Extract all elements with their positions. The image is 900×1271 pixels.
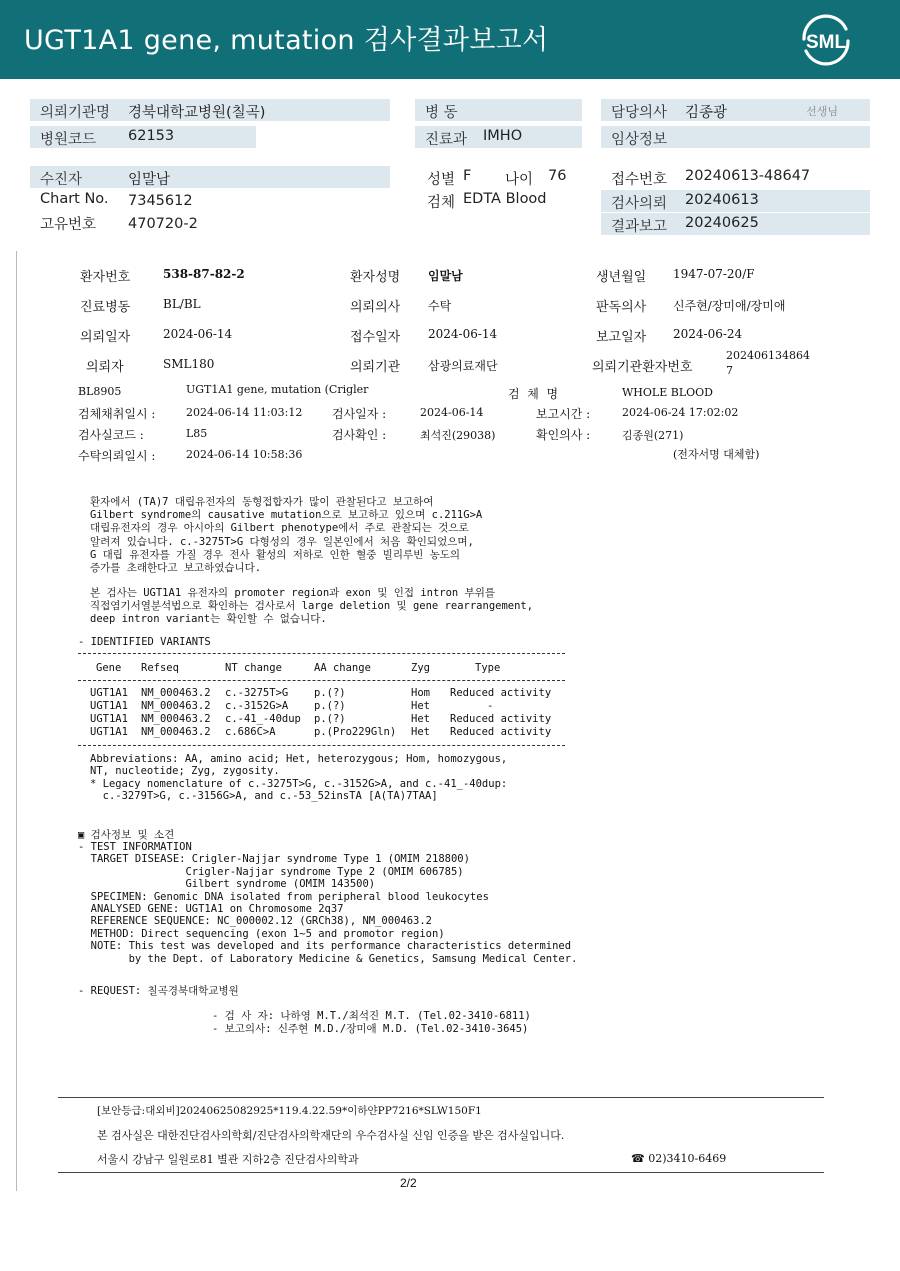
grid-label: 환자성명 xyxy=(350,270,401,285)
report-time-label: 보고시간 : xyxy=(536,407,591,421)
info-line: ▣ 검사정보 및 소견 xyxy=(78,829,175,841)
e-signature-note: (전자서명 대체함) xyxy=(673,448,760,461)
grid-label: 보고일자 xyxy=(596,330,647,345)
document-border xyxy=(16,251,17,1191)
info-line: ANALYSED GENE: UGT1A1 on Chromosome 2q37 xyxy=(78,903,344,915)
grid-value: 신주현/장미애/장미애 xyxy=(673,299,786,313)
lab-code-label: 검사실코드 : xyxy=(78,428,144,442)
request-date-row xyxy=(601,190,870,212)
grid-label: 의뢰자 xyxy=(86,360,124,375)
variant-cell: p.(Pro229Gln) xyxy=(314,726,397,738)
receipt-no-label: 접수번호 xyxy=(611,172,668,188)
variant-cell: Reduced activity xyxy=(450,687,552,699)
info-line: - TEST INFORMATION xyxy=(78,841,192,853)
department-label: 진료과 xyxy=(425,132,468,148)
institution-value: 경북대학교병원(칠곡) xyxy=(128,105,266,121)
report-date-row xyxy=(601,213,870,235)
abbreviation-line: c.-3279T>G, c.-3156G>A, and c.-53_52insTA [A(TA)7TAA] xyxy=(90,789,438,802)
grid-label: 생년월일 xyxy=(596,270,647,285)
variant-cell: UGT1A1 xyxy=(90,726,128,738)
column-header: Zyg xyxy=(411,662,430,674)
grid-label: 의뢰기관 xyxy=(350,360,401,375)
info-line: NOTE: This test was developed and its performance characteristics determined xyxy=(78,940,572,953)
info-line: SPECIMEN: Genomic DNA isolated from peripheral blood leukocytes xyxy=(78,890,489,903)
variant-cell: Het xyxy=(411,726,430,738)
abbreviation-line: Abbreviations: AA, amino acid; Het, heterozygous; Hom, homozygous, xyxy=(90,753,508,765)
department-value: IMHO xyxy=(483,128,523,144)
variant-cell: c.686C>A xyxy=(225,726,276,738)
report-title: UGT1A1 gene, mutation 검사결과보고서 xyxy=(24,25,549,56)
hospital-code-label: 병원코드 xyxy=(40,132,97,148)
report-date-label: 결과보고 xyxy=(611,219,668,235)
sex-value: F xyxy=(463,168,472,184)
variant-cell: NM_000463.2 xyxy=(141,726,211,738)
variant-cell: Hom xyxy=(411,687,430,699)
specimen-name-label: 검 체 명 xyxy=(508,387,559,401)
report-time-value: 2024-06-24 17:02:02 xyxy=(622,406,739,419)
variant-cell: NM_000463.2 xyxy=(141,687,211,699)
specimen-label: 검체 xyxy=(427,195,456,211)
variant-cell: - xyxy=(487,700,494,712)
paragraph-line: G 대립 유전자를 가질 경우 전사 활성의 저하로 인한 혈중 빌리루빈 농도의 xyxy=(90,548,461,561)
receipt-no-value: 20240613-48647 xyxy=(685,168,811,184)
grid-value: 2024-06-14 xyxy=(163,327,233,341)
grid-value: 7 xyxy=(726,364,733,377)
variant-cell: UGT1A1 xyxy=(90,687,128,699)
ward-label: 병 동 xyxy=(425,105,458,121)
patient-value: 임말남 xyxy=(128,172,171,188)
page-number: 2/2 xyxy=(400,1176,417,1190)
paragraph-line: 직접염기서열분석법으로 확인하는 검사로서 large deletion 및 gene rearrangement, xyxy=(90,600,534,613)
phone-line: ☎ 02)3410-6469 xyxy=(631,1152,727,1165)
collect-time-value: 2024-06-14 11:03:12 xyxy=(186,406,303,419)
report-header xyxy=(0,0,900,79)
request-line: - REQUEST: 칠곡경북대학교병원 xyxy=(78,985,239,997)
info-line: REFERENCE SEQUENCE: NC_000002.12 (GRCh38), NM_000463.2 xyxy=(78,915,433,928)
footer-rule-bottom xyxy=(58,1172,824,1173)
specimen-value: EDTA Blood xyxy=(463,191,547,207)
doctor-label: 담당의사 xyxy=(611,105,668,121)
department-row xyxy=(415,126,582,148)
grid-value: 1947-07-20/F xyxy=(673,267,755,281)
variant-cell: Reduced activity xyxy=(450,726,552,738)
staff-line: - 보고의사: 신주현 M.D./장미애 M.D. (Tel.02-3410-3645) xyxy=(212,1022,529,1035)
certification-line: 본 검사실은 대한진단검사의학회/진단검사의학재단의 우수검사실 신임 인증을 받은 검사실입니다. xyxy=(97,1129,565,1142)
grid-value: 임말남 xyxy=(428,269,463,283)
paragraph-line: deep intron variant는 확인할 수 없습니다. xyxy=(90,613,327,626)
column-header: AA change xyxy=(314,662,371,674)
grid-value: 2024-06-24 xyxy=(673,327,743,341)
institution-label: 의뢰기관명 xyxy=(40,105,111,121)
column-header: Type xyxy=(475,662,501,674)
table-rule-bottom xyxy=(78,745,565,746)
grid-value: 수탁 xyxy=(428,299,452,313)
variant-cell: NM_000463.2 xyxy=(141,700,211,712)
test-confirm-value: 최석진(29038) xyxy=(420,429,496,442)
variant-cell: p.(?) xyxy=(314,687,346,699)
variant-cell: c.-41_-40dup xyxy=(225,713,301,725)
institution-row xyxy=(30,99,390,121)
age-label: 나이 xyxy=(505,172,534,188)
hospital-code-row xyxy=(30,126,256,148)
staff-line: - 검 사 자: 나하영 M.T./최석진 M.T. (Tel.02-3410-6811) xyxy=(212,1010,531,1022)
paragraph-line: 증가를 초래한다고 보고하였습니다. xyxy=(90,562,262,574)
info-line: METHOD: Direct sequencing (exon 1~5 and promotor region) xyxy=(78,927,445,940)
clinical-info-row xyxy=(601,126,870,148)
info-line: TARGET DISEASE: Crigler-Najjar syndrome Type 1 (OMIM 218800) xyxy=(78,853,470,866)
info-line: Gilbert syndrome (OMIM 143500) xyxy=(78,878,376,891)
test-name: UGT1A1 gene, mutation (Crigler xyxy=(186,383,369,396)
address-line: 서울시 강남구 일원로81 별관 지하2층 진단검사의학과 xyxy=(97,1153,359,1166)
patient-row xyxy=(30,166,390,188)
grid-label: 의뢰일자 xyxy=(80,330,131,345)
doctor-row xyxy=(601,99,870,121)
request-date-value: 20240613 xyxy=(685,192,759,208)
grid-value: 삼광의료재단 xyxy=(428,359,498,373)
chart-no-value: 7345612 xyxy=(128,193,193,209)
grid-label: 판독의사 xyxy=(596,300,647,315)
grid-label: 환자번호 xyxy=(80,270,131,285)
info-line: by the Dept. of Laboratory Medicine & Genetics, Samsung Medical Center. xyxy=(78,952,578,965)
table-rule-top xyxy=(78,653,565,654)
grid-label: 진료병동 xyxy=(80,300,131,315)
variant-cell: c.-3275T>G xyxy=(225,687,289,699)
paragraph-line: Gilbert syndrome의 causative mutation으로 보고하고 있으며 c.211G>A xyxy=(90,509,483,522)
security-line: [보안등급:대외비]20240625082925*119.4.22.59*이하얀PP7216*SLW150F1 xyxy=(97,1105,482,1117)
test-code: BL8905 xyxy=(78,385,122,398)
variant-cell: NM_000463.2 xyxy=(141,713,211,725)
variant-cell: Het xyxy=(411,713,430,725)
consign-time-label: 수탁의뢰일시 : xyxy=(78,449,156,463)
hospital-code-value: 62153 xyxy=(128,128,175,144)
paragraph-line: 본 검사는 UGT1A1 유전자의 promoter region과 exon 및 인접 intron 부위를 xyxy=(90,587,496,599)
unique-no-value: 470720-2 xyxy=(128,216,198,232)
grid-label: 접수일자 xyxy=(350,330,401,345)
column-header: NT change xyxy=(225,662,282,674)
doctor-value: 김종광 xyxy=(685,105,728,121)
consign-time-value: 2024-06-14 10:58:36 xyxy=(186,448,303,461)
variant-cell: p.(?) xyxy=(314,713,346,725)
paragraph-line: 환자에서 (TA)7 대립유전자의 동형접합자가 많이 관찰된다고 보고하여 xyxy=(90,496,434,508)
report-date-value: 20240625 xyxy=(685,215,759,231)
variant-cell: Het xyxy=(411,700,430,712)
column-header: Gene xyxy=(96,662,122,674)
paragraph-line: 대립유전자의 경우 아시아의 Gilbert phenotype에서 주로 관찰되는 것으로 xyxy=(90,522,469,535)
clinical-info-label: 임상정보 xyxy=(611,132,668,148)
grid-label: 의뢰기관환자번호 xyxy=(592,360,693,375)
doctor-suffix: 선생님 xyxy=(806,105,838,118)
variant-cell: Reduced activity xyxy=(450,713,552,725)
grid-label: 의뢰의사 xyxy=(350,300,401,315)
lab-code-value: L85 xyxy=(186,427,208,440)
grid-value: BL/BL xyxy=(163,297,201,311)
abbreviation-line: * Legacy nomenclature of c.-3275T>G, c.-3152G>A, and c.-41_-40dup: xyxy=(90,777,508,790)
confirm-doctor-label: 확인의사 : xyxy=(536,428,591,442)
variant-cell: UGT1A1 xyxy=(90,713,128,725)
age-value: 76 xyxy=(548,168,567,184)
abbreviation-line: NT, nucleotide; Zyg, zygosity. xyxy=(90,765,280,778)
sml-logo-icon xyxy=(795,12,857,68)
specimen-name-value: WHOLE BLOOD xyxy=(622,386,713,399)
variant-cell: p.(?) xyxy=(314,700,346,712)
test-confirm-label: 검사확인 : xyxy=(332,428,387,442)
test-date-label: 검사일자 : xyxy=(332,407,387,421)
unique-no-label: 고유번호 xyxy=(40,217,97,233)
paragraph-line: 알려져 있습니다. c.-3275T>G 다형성의 경우 일본인에서 처음 확인되었으며, xyxy=(90,535,474,548)
column-header: Refseq xyxy=(141,662,179,674)
confirm-doctor-value: 김종원(271) xyxy=(622,429,684,442)
grid-value: 538-87-82-2 xyxy=(163,267,245,281)
table-rule-mid xyxy=(78,680,565,681)
request-date-label: 검사의뢰 xyxy=(611,196,668,212)
ward-row xyxy=(415,99,582,121)
grid-value: 202406134864 xyxy=(726,349,810,362)
test-date-value: 2024-06-14 xyxy=(420,406,484,419)
footer-rule-top xyxy=(58,1097,824,1098)
variant-cell: UGT1A1 xyxy=(90,700,128,712)
chart-no-label: Chart No. xyxy=(40,191,109,207)
variant-cell: c.-3152G>A xyxy=(225,700,289,712)
collect-time-label: 검체채취일시 : xyxy=(78,407,156,421)
variants-title: - IDENTIFIED VARIANTS xyxy=(78,636,211,648)
sml-logo-text: SML xyxy=(805,32,847,53)
sex-label: 성별 xyxy=(427,172,456,188)
grid-value: SML180 xyxy=(163,357,215,371)
info-line: Crigler-Najjar syndrome Type 2 (OMIM 606785) xyxy=(78,865,464,878)
patient-label: 수진자 xyxy=(40,172,83,188)
grid-value: 2024-06-14 xyxy=(428,327,498,341)
